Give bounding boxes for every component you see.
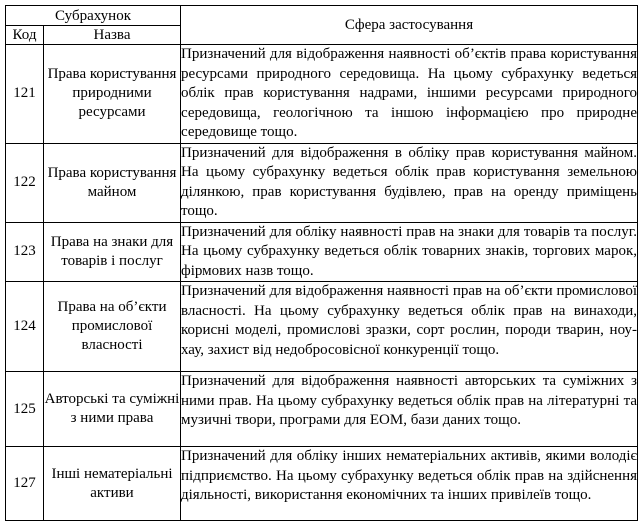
row-name: Права на знаки для товарів і послуг [44,222,181,282]
header-scope: Сфера застосування [181,6,638,45]
row-name: Права користування майном [44,143,181,222]
table-row [6,447,638,521]
header-subaccount: Субрахунок [6,6,181,26]
row-description: Призначений для обліку наявності прав на знаки для товарів та послуг. На цьому субрахунку ведеться облік товарних знаків, торгових марок, фірмових назв тощо. [181,222,638,282]
table-row [6,222,638,282]
row-code: 124 [6,282,44,372]
row-name: Авторські та суміжні з ними права [44,372,181,447]
row-name: Права користування природними ресурсами [44,45,181,144]
header-name: Назва [44,26,181,45]
subaccounts-table [5,5,638,521]
header-code: Код [6,26,44,45]
row-description: Призначений для обліку інших нематеріальних активів, якими володіє підприємство. На цьому субрахунку ведеться облік прав на здійснення діяльності, використання економічних та інших привілеїв тощо. [181,447,638,521]
row-description: Призначений для відображення в обліку прав користування майном. На цьому субрахунку ведеться облік прав користування земельною ділянкою, прав користування будівлею, прав на оренду приміщень тощо. [181,143,638,222]
table-row [6,372,638,447]
row-code: 123 [6,222,44,282]
table-row [6,45,638,144]
row-code: 125 [6,372,44,447]
row-name: Інші нематеріальні активи [44,447,181,521]
row-description: Призначений для відображення наявності прав на об’єкти промислової власності. На цьому субрахунку ведеться облік прав на винаходи, корисні моделі, промислові зразки, сорт рослин, породи тварин, ноу-хау, захист від недобросовісної конкуренції тощо. [181,282,638,372]
table-row [6,282,638,372]
row-name: Права на об’єкти промислової власності [44,282,181,372]
row-description: Призначений для відображення наявності об’єктів права користування ресурсами природного середовища. На цьому субрахунку ведеться облік прав користування надрами, іншими ресурсами природного середовища, геологічною та іншою інформацією про природне середовище тощо. [181,45,638,144]
table-row [6,143,638,222]
row-code: 127 [6,447,44,521]
row-description: Призначений для відображення наявності авторських та суміжних з ними прав. На цьому субрахунку ведеться облік прав на літературні та музичні твори, програми для ЕОМ, бази даних тощо. [181,372,638,447]
row-code: 121 [6,45,44,144]
row-code: 122 [6,143,44,222]
